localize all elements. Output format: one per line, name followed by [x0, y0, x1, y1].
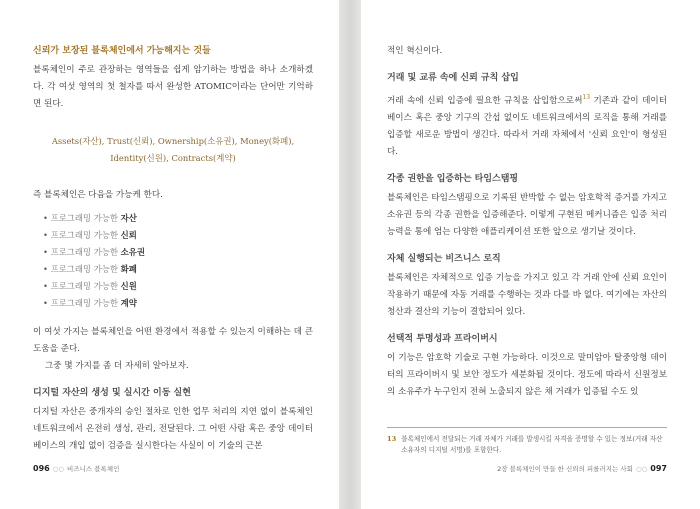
page-folio: 2장 블록체인이 만들 한 신뢰의 피를러지는 사회 ○○ 097 — [497, 464, 667, 473]
page-number: 096 — [33, 464, 50, 473]
body-paragraph: 거래 속에 신뢰 입증에 필요한 규칙을 삽입함으로써$^{13}$ 기존과 같이 데이터베이스 혹은 중앙 기구의 간섭 없이도 네트워크에서의 로직을 통해 거래를 입증할 새로운 방법이 생긴다. 따라서 거래 자체에서 '신뢰 요인'이 형성된다. — [387, 94, 667, 157]
subsection-heading: 선택적 투명성과 프라이버시 — [387, 333, 498, 344]
list-item: • 프로그래밍 가능한 화폐 — [43, 264, 137, 274]
list-item: • 프로그래밍 가능한 계약 — [43, 298, 137, 308]
body-paragraph: 이 여섯 가지는 블록체인을 어떤 환경에서 적용할 수 있는지 이해하는 데 큰 도움을 준다. — [33, 327, 313, 354]
body-paragraph: 그중 몇 가지를 좀 더 자세히 알아보자. — [45, 361, 189, 371]
subsection-heading: 디지털 자산의 생성 및 실시간 이동 실현 — [33, 388, 191, 398]
body-paragraph: 디지털 자산은 중개자의 승인 절차로 인한 업무 처리의 지연 없이 블록체인 네트워크에서 온전히 생성, 관리, 전달된다. 그 어떤 사람 혹은 중앙 데이터베이스의 개입 없이 검증을 실시한다는 사실이 이 기술의 근본 — [33, 407, 313, 451]
running-title: 비즈니스 블록체인 — [67, 465, 120, 473]
subsection-heading: 자체 실행되는 비즈니스 로직 — [387, 253, 501, 264]
footnote-divider — [387, 427, 667, 428]
body-paragraph: 블록체인은 자체적으로 입증 기능을 가지고 있고 각 거래 안에 신뢰 요인이 작용하기 때문에 자동 거래를 수행하는 것과 다를 바 없다. 여기에는 자산의 청산과 결산의 기능이 결합되어 있다. — [387, 272, 667, 317]
atomic-line-2: Identity(신원), Contracts(계약) — [110, 153, 236, 163]
footnote — [387, 434, 667, 456]
atomic-line-1: Assets(자산), Trust(신뢰), Ownership(소유권), Money(화폐), — [51, 136, 295, 146]
running-title: 2장 블록체인이 만들 한 신뢰의 피를러지는 사회 — [497, 465, 633, 473]
subsection-heading: 거래 및 교류 속에 신뢰 규칙 삽입 — [387, 73, 519, 83]
footnote-number: 13 — [387, 434, 397, 443]
list-item: • 프로그래밍 가능한 신원 — [43, 281, 137, 291]
page-number: 097 — [650, 464, 667, 473]
body-paragraph: 블록체인은 타임스탬핑으로 기록된 반박할 수 없는 암호학적 증거를 가지고 소유권 등의 각종 권한을 입증해준다. 이렇게 구현된 메커니즘은 입증 처리 능력을 통에 엄는 다양한 애플리케이션 또한 앞으로 생기날 것이다. — [387, 192, 667, 237]
intro-paragraph: 블록체인이 주로 관장하는 영역들을 쉽게 암기하는 방법을 하나 소개하겠다. 각 여섯 영역의 첫 철자를 따서 완성한 ATOMIC이라는 단어만 기억하면 된다. — [33, 65, 313, 109]
capability-list — [43, 210, 313, 312]
continued-paragraph: 적인 혁신이다. — [387, 46, 443, 56]
right-page — [361, 0, 700, 509]
list-item: • 프로그래밍 가능한 자산 — [43, 213, 137, 223]
list-item: • 프로그래밍 가능한 소유권 — [43, 247, 145, 257]
body-paragraph: 이 기능은 암호학 기술로 구현 가능하다. 이것으로 말미암아 탈중앙형 데이터의 프라이버시 및 보안 정도가 세분화될 것이다. 정도에 따라서 신원정보의 소유주가 누구인지 전혀 노출되지 않은 채 거래가 입증될 수도 있 — [387, 352, 667, 397]
subsection-heading: 각종 권한을 입증하는 타임스탬핑 — [387, 173, 519, 184]
section-heading: 신뢰가 보장된 블록체인에서 가능해지는 것들 — [33, 46, 211, 56]
footnote-text: 블록체인에서 전달되는 거래 자체가 거래를 발생시킬 자격을 증명할 수 있는 정보(거래 자산 소유자의 디지털 서명)를 포함한다. — [401, 434, 663, 454]
list-item: • 프로그래밍 가능한 신뢰 — [43, 230, 137, 240]
book-gutter — [339, 0, 361, 509]
page-folio: 096 ○○ 비즈니스 블록체인 — [33, 464, 120, 473]
left-page — [0, 0, 339, 509]
footnote-ref: 13 — [582, 94, 591, 101]
lead-in-paragraph: 즉 블록체인은 다음을 가능케 한다. — [33, 190, 163, 200]
